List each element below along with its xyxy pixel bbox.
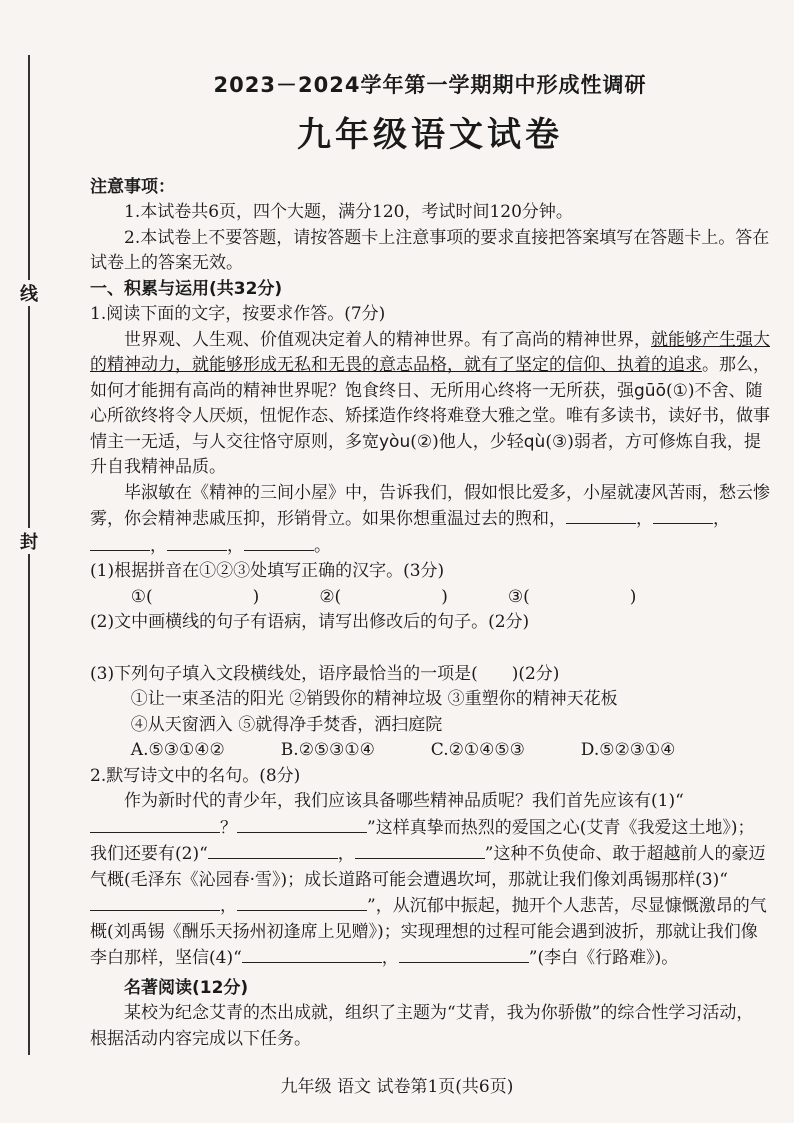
slot-2-open: ②( bbox=[319, 586, 342, 607]
passage-text: (②)他人，少轻 bbox=[410, 431, 524, 452]
q2-text-part: ”这样真挚而热烈的爱国之心(艾青《我爱这土地》)；我们还要有(2)“ bbox=[90, 817, 755, 864]
q2-text-part: ， bbox=[381, 948, 399, 968]
underlined-sentence: 就能够产生强大的精神动力，就能够形成无私和无畏的意志品格，就有了坚定的信仰、执着的追求 bbox=[90, 329, 770, 375]
slot-1-close: ) bbox=[252, 586, 260, 607]
q2-text-part: ”(李白《行路难》)。 bbox=[528, 948, 679, 968]
q1-passage-2: 毕淑敏在《精神的三间小屋》中，告诉我们，假如恨比爱多，小屋就凄风苦雨，愁云惨雾，你会精神悲戚压抑，形销骨立。如果你想重温过去的煦和， ， ，， ， 。 bbox=[90, 482, 770, 556]
q1-passage-1 bbox=[90, 328, 770, 481]
q2-text-part: ？ bbox=[220, 817, 237, 838]
reading-heading: 名著阅读(12分) bbox=[124, 977, 249, 998]
page-footer: 九年级 语文 试卷第1页(共6页) bbox=[280, 1077, 514, 1097]
passage-text: 。 bbox=[314, 535, 331, 556]
q2-text bbox=[90, 789, 770, 972]
pinyin-3: qù bbox=[523, 431, 546, 452]
q1-prompt: 1.阅读下面的文字，按要求作答。(7分) bbox=[90, 304, 386, 324]
q2-text-part: 作为新时代的青少年，我们应该具备哪些精神品质呢？我们首先应该有(1) bbox=[124, 791, 676, 811]
answer-blank[interactable] bbox=[167, 533, 227, 551]
answer-blank[interactable] bbox=[90, 815, 220, 833]
answer-blank[interactable] bbox=[90, 533, 150, 551]
binding-line bbox=[28, 55, 30, 1055]
slot-1-open: ①( bbox=[130, 586, 153, 607]
answer-blank[interactable] bbox=[355, 841, 485, 859]
answer-blank[interactable] bbox=[90, 893, 220, 911]
passage-text: (①)不舍、随心所欲终将令人厌烦，忸怩作态、矫揉造作终将难登大雅之堂。唯有多读书，读好书，做事情主一无适，与人交往恪守原则，多宽 bbox=[90, 380, 770, 452]
q1-sub3: (3)下列句子填入文段横线处，语序最恰当的一项是( )(2分) bbox=[90, 663, 560, 684]
q2-text-part: ”这种不负使命、敢于超越前人的豪迈气概(毛泽东《沁园春·雪》)；成长道路可能会遭遇坎坷，那就让我们像刘禹锡那样(3)“ bbox=[90, 844, 766, 890]
passage-text: (③)弱者，方可修炼自我，提升自我精神品质。 bbox=[90, 431, 761, 477]
answer-blank[interactable] bbox=[242, 945, 382, 963]
answer-blank[interactable] bbox=[566, 506, 636, 524]
answer-blank[interactable] bbox=[653, 506, 713, 524]
passage-text: 世界观、人生观、价值观决定着人的精神世界。有了高尚的精神世界， bbox=[124, 329, 651, 350]
q1-sub1-slots bbox=[90, 585, 770, 611]
option-a[interactable]: A.⑤③①④② bbox=[130, 740, 225, 760]
q1-sub2-answer-space bbox=[90, 636, 770, 662]
passage-text: 。那么，如何才能拥有高尚的精神世界呢？饱食终日、无所用心终将一无所获，强 bbox=[90, 355, 770, 401]
q1-sub2: (2)文中画横线的句子有语病，请写出修改后的句子。(2分) bbox=[90, 612, 530, 632]
notice-heading: 注意事项： bbox=[90, 176, 175, 197]
option-b[interactable]: B.②⑤③①④ bbox=[280, 740, 375, 760]
slot-2-close: ) bbox=[441, 586, 448, 607]
section1-heading: 一、积累与运用(共32分) bbox=[90, 278, 283, 299]
slot-3-close: ) bbox=[629, 586, 637, 607]
answer-blank[interactable] bbox=[237, 893, 367, 911]
option-c[interactable]: C.②①④⑤③ bbox=[430, 740, 525, 760]
exam-header: 2023－2024学年第一学期期中形成性调研 bbox=[213, 73, 647, 97]
answer-blank[interactable] bbox=[237, 815, 367, 833]
exam-page bbox=[90, 70, 770, 1052]
reading-text: 某校为纪念艾青的杰出成就，组织了主题为“艾青，我为你骄傲”的综合性学习活动，根据活动内容完成以下任务。 bbox=[90, 1003, 754, 1049]
slot-3-open: ③( bbox=[507, 586, 530, 607]
q1-options bbox=[90, 738, 770, 764]
notice-item-1: 1.本试卷共6页，四个大题，满分120，考试时间120分钟。 bbox=[124, 202, 573, 222]
q1-sub1: (1)根据拼音在①②③处填写正确的汉字。(3分) bbox=[90, 561, 445, 581]
answer-blank[interactable] bbox=[399, 945, 529, 963]
answer-blank[interactable] bbox=[208, 841, 338, 859]
q2-text-part: “ bbox=[675, 791, 684, 811]
q2-prompt: 2.默写诗文中的名句。(8分) bbox=[90, 765, 301, 786]
answer-blank[interactable] bbox=[244, 533, 314, 551]
pinyin-2: yòu bbox=[379, 431, 411, 452]
binding-mark-seal: 封 bbox=[14, 528, 44, 554]
q1-sub3-line2: ④从天窗洒入 ⑤就得净手焚香，洒扫庭院 bbox=[130, 714, 443, 735]
passage-text: 毕淑敏在《精神的三间小屋》中，告诉我们，假如恨比爱多，小屋就凄风苦雨，愁云惨雾，你会精神悲戚压抑，形销骨立。如果你想重温过去的煦和， bbox=[90, 482, 770, 529]
option-d[interactable]: D.⑤②③①④ bbox=[580, 740, 676, 760]
notice-item-2: 2.本试卷上不要答题，请按答题卡上注意事项的要求直接把答案填写在答题卡上。答在试卷上的答案无效。 bbox=[90, 227, 770, 273]
binding-mark-line: 线 bbox=[14, 280, 44, 306]
q2-text-part: ， bbox=[337, 844, 355, 864]
q2-text-part: ， bbox=[220, 896, 237, 916]
pinyin-1: gūō bbox=[634, 380, 666, 401]
q1-sub3-line1: ①让一束圣洁的阳光 ②销毁你的精神垃圾 ③重塑你的精神天花板 bbox=[130, 689, 618, 709]
q2-text-part: ”，从沉郁中振起，抛开个人悲苦，尽显慷慨激昂的气概(刘禹锡《酬乐天扬州初逢席上见赠》)；实现理想的过程可能会遇到波折，那就让我们像李白那样，坚信(4)“ bbox=[90, 896, 767, 968]
exam-title: 九年级语文试卷 bbox=[297, 114, 563, 155]
